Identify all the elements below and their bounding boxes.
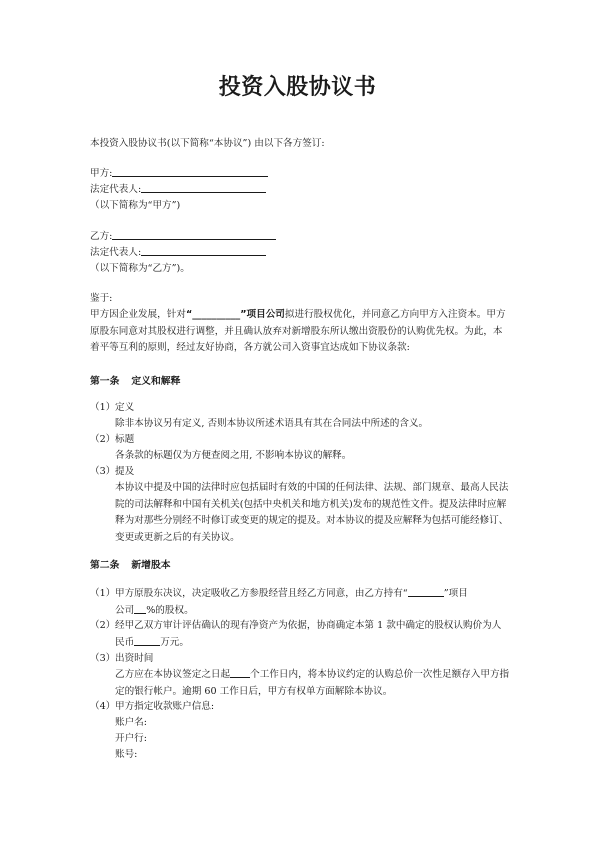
item-body [115, 586, 510, 619]
bank-label: 开户行: [115, 733, 148, 744]
item-text: 乙方应在本协议签定之日起 [115, 669, 231, 680]
item-title: 出资时间 [115, 653, 154, 664]
item-title: 甲方指定收款账户信息: [115, 701, 215, 712]
document-title: 投资入股协议书 [218, 75, 377, 100]
whereas-label: 鉴于: [90, 293, 113, 304]
party-b-line [90, 229, 510, 245]
account-name-label: 账户名: [115, 717, 148, 728]
item-body: 本协议中提及中国的法律时应包括届时有效的中国的任何法律、法规、部门规章、最高人民法院的司法解释和中国有关机关(包括中央机关和地方机关)发布的规范性文件。提及法律时应解释为对那些分别经不时修订或变更的规定的提及。对本协议的提及应解释为包括可能经修订、变更或更新之后的有关协议。 [115, 482, 509, 543]
party-b-label: 乙方: [90, 231, 113, 242]
item-number: （4） [90, 701, 116, 712]
party-b-rep-label: 法定代表人: [90, 247, 142, 258]
article-1-title: 定义和解释 [131, 376, 181, 387]
whereas-start: 甲方因企业发展，针对 [90, 309, 186, 320]
item-number: （3） [90, 653, 116, 664]
project-blank [408, 586, 444, 597]
item-number: （1） [90, 402, 116, 413]
article-1-heading [90, 373, 180, 387]
party-a-rep-line [90, 182, 510, 198]
party-a-line [90, 166, 510, 182]
party-b-rep-blank [141, 245, 266, 256]
item-text: 个工作日内，将本协议约定的认购总价一次性足额存入甲方指定的银行帐户。逾期 60 工作日后，甲方有权单方面解除本协议。 [115, 669, 510, 697]
item-body [115, 667, 510, 700]
item-body: 除非本协议另有定义, 否则本协议所述术语具有其在合同法中所述的含义。 [115, 418, 429, 429]
party-b-rep-line [90, 245, 510, 261]
item-number: （1） [90, 588, 116, 599]
whereas-rest: 拟进行股权优化，并同意乙方向甲方入注资本。甲方原股东同意对其股权进行调整，并且确认放弃对新增股东所认缴出资股份的认购优先权。为此，本着平等互利的原则，经过友好协商，各方就公司入资事宜达成如下协议条款: [90, 309, 506, 353]
party-a-rep-label: 法定代表人: [90, 184, 142, 195]
item-number: （3） [90, 466, 116, 477]
amount-blank [134, 635, 160, 646]
article-2-heading [90, 557, 171, 571]
intro-text: 本投资入股协议书(以下简称“本协议”) 由以下各方签订: [90, 138, 325, 149]
item-text: %的股权。 [146, 604, 194, 616]
item-title: 定义 [115, 402, 135, 413]
party-a-label: 甲方: [90, 168, 113, 179]
party-a-note: （以下简称为“甲方”) [90, 200, 181, 211]
party-b-note: （以下简称为“乙方”)。 [90, 263, 190, 274]
item-number: （2） [90, 434, 116, 445]
party-b-blank [112, 229, 276, 240]
article-2-num: 第二条 [90, 560, 120, 571]
whereas-paragraph [90, 307, 508, 357]
article-2-title: 新增股本 [131, 560, 171, 571]
item-title: 标题 [115, 434, 135, 445]
item-body [115, 618, 510, 651]
article-1-num: 第一条 [90, 376, 120, 387]
item-text: ”项目 [443, 588, 468, 599]
account-number-label: 账号: [115, 749, 138, 760]
party-a-rep-blank [141, 182, 266, 193]
item-body: 各条款的标题仅为方便查阅之用, 不影响本协议的解释。 [115, 450, 352, 461]
party-a-blank [112, 166, 268, 177]
percent-blank [134, 603, 146, 614]
item-text: 经甲乙双方审计评估确认的现有净资产为依据，协商确定本第 1 款中确定的股权认购价为人民币 [115, 620, 502, 648]
item-text: 甲方原股东决议，决定吸收乙方参股经营且经乙方同意，由乙方持有“ [115, 588, 408, 599]
item-text: 公司 [115, 604, 135, 616]
item-title: 提及 [115, 466, 135, 477]
item-number: （2） [90, 620, 116, 631]
item-text: 万元。 [160, 636, 189, 648]
days-blank [230, 667, 250, 678]
whereas-project: “__________”项目公司 [185, 309, 285, 320]
